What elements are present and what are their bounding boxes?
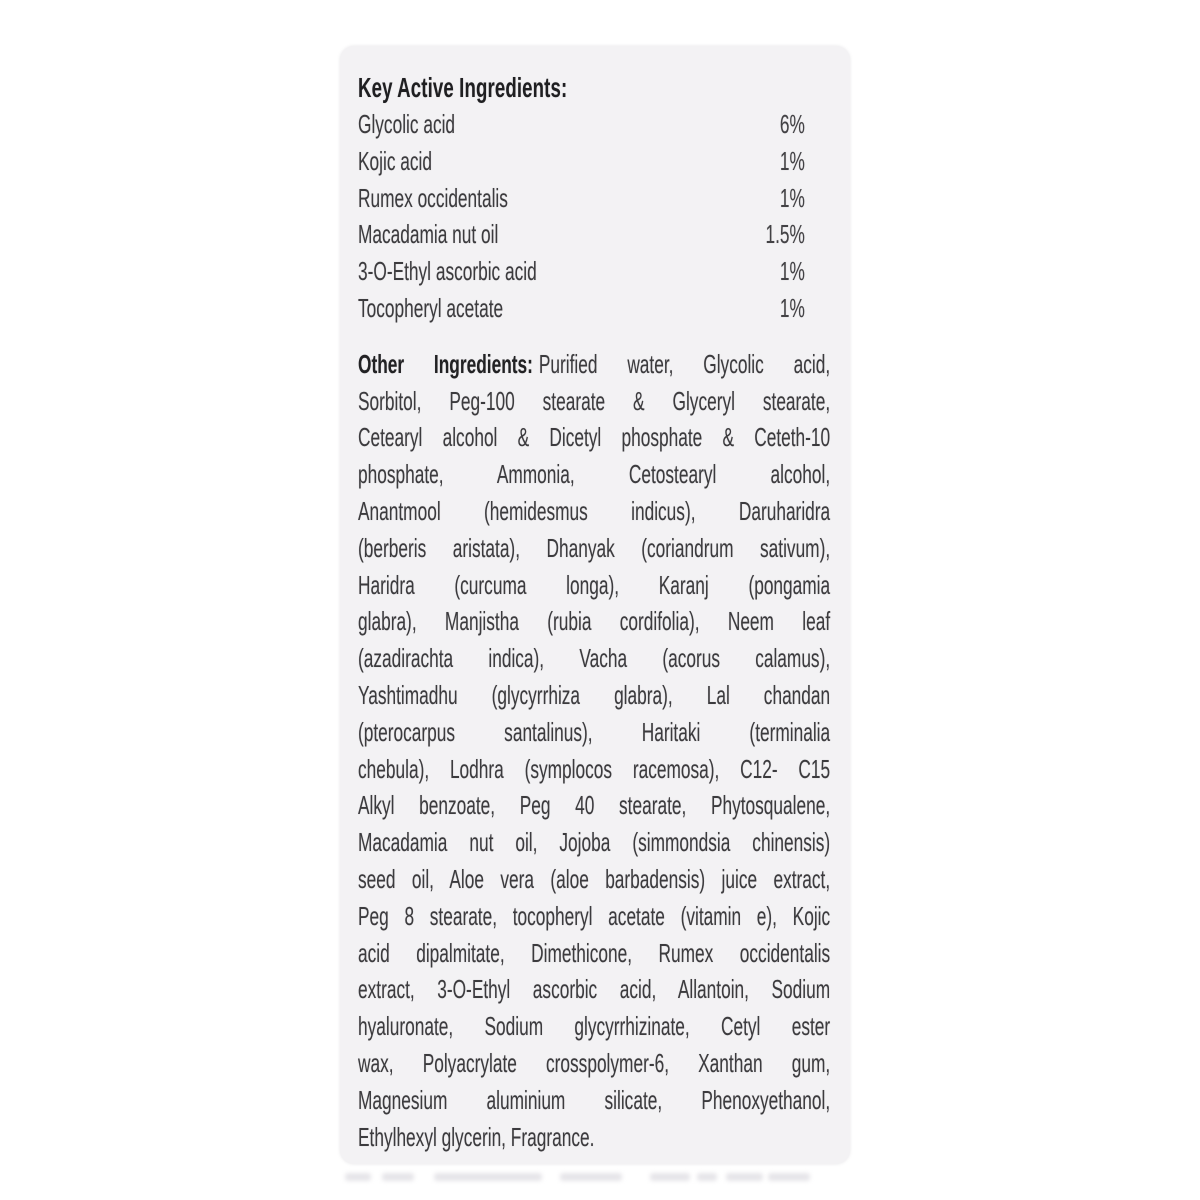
paragraph-line: acid dipalmitate, Dimethicone, Rumex occidentalis	[358, 937, 831, 968]
ingredient-percentage: 6%	[779, 109, 805, 139]
paragraph-line: Peg 8 stearate, tocopheryl acetate (vitamin e), Kojic	[358, 900, 831, 931]
paragraph-line: Magnesium aluminium silicate, Phenoxyethanol,	[358, 1084, 831, 1115]
cropped-text-artifact	[382, 1173, 414, 1181]
label-content	[358, 69, 830, 1155]
key-actives-table	[358, 106, 805, 327]
ingredient-name: Kojic acid	[358, 145, 433, 176]
key-actives-heading: Key Active Ingredients:	[358, 72, 568, 103]
paragraph-line	[358, 346, 830, 383]
other-ingredients-paragraph	[358, 346, 830, 1156]
paragraph-line-text: Purified water, Glycolic acid,	[538, 348, 831, 379]
ingredient-name: Rumex occidentalis	[358, 182, 508, 213]
cropped-text-artifact	[697, 1173, 717, 1181]
ingredients-label-card	[340, 46, 850, 1164]
ingredient-name: Macadamia nut oil	[358, 219, 499, 250]
ingredient-percentage: 1%	[779, 145, 805, 176]
ingredient-row	[358, 253, 805, 290]
ingredient-row	[358, 216, 805, 253]
paragraph-line: phosphate, Ammonia, Cetostearyl alcohol,	[358, 459, 831, 490]
paragraph-line: Yashtimadhu (glycyrrhiza glabra), Lal chandan	[358, 679, 831, 710]
paragraph-line: Anantmool (hemidesmus indicus), Daruharidra	[358, 495, 831, 526]
paragraph-line: Haridra (curcuma longa), Karanj (pongamia	[358, 569, 831, 600]
ingredient-row	[358, 290, 805, 327]
paragraph-lines	[358, 383, 830, 1156]
paragraph-line: Sorbitol, Peg-100 stearate & Glyceryl stearate,	[358, 385, 831, 416]
paragraph-line: Alkyl benzoate, Peg 40 stearate, Phytosqualene,	[358, 790, 831, 821]
ingredient-percentage: 1%	[779, 292, 805, 323]
paragraph-line: Macadamia nut oil, Jojoba (simmondsia chinensis)	[358, 827, 831, 858]
ingredient-name: 3-O-Ethyl ascorbic acid	[358, 256, 537, 287]
paragraph-line: hyaluronate, Sodium glycyrrhizinate, Cetyl ester	[358, 1011, 831, 1042]
ingredient-percentage: 1.5%	[765, 219, 805, 250]
paragraph-line: Cetearyl alcohol & Dicetyl phosphate & Ceteth-10	[358, 422, 831, 453]
ingredient-row	[358, 143, 805, 180]
paragraph-line: (azadirachta indica), Vacha (acorus calamus),	[358, 643, 831, 674]
paragraph-line: (berberis aristata), Dhanyak (coriandrum sativum),	[358, 532, 831, 563]
paragraph-line: wax, Polyacrylate crosspolymer-6, Xanthan gum,	[358, 1047, 831, 1078]
paragraph-line: extract, 3-O-Ethyl ascorbic acid, Allantoin, Sodium	[358, 974, 831, 1005]
ingredient-name: Glycolic acid	[358, 109, 456, 139]
cropped-text-artifact	[768, 1173, 810, 1181]
paragraph-line: glabra), Manjistha (rubia cordifolia), Neem leaf	[358, 606, 831, 637]
ingredient-percentage: 1%	[779, 256, 805, 287]
ingredient-row	[358, 106, 805, 143]
cropped-text-artifact	[434, 1173, 542, 1181]
paragraph-line: Ethylhexyl glycerin, Fragrance.	[358, 1121, 595, 1152]
cropped-text-artifact	[345, 1173, 371, 1181]
ingredient-row	[358, 180, 805, 217]
cropped-text-artifact	[650, 1173, 690, 1181]
paragraph-line: chebula), Lodhra (symplocos racemosa), C12- C15	[358, 753, 831, 784]
cropped-text-artifact	[560, 1173, 622, 1181]
paragraph-line: seed oil, Aloe vera (aloe barbadensis) juice extract,	[358, 863, 831, 894]
ingredient-percentage: 1%	[779, 182, 805, 213]
cropped-text-artifact	[726, 1173, 763, 1181]
ingredient-name: Tocopheryl acetate	[358, 292, 504, 323]
paragraph-line: (pterocarpus santalinus), Haritaki (terminalia	[358, 716, 831, 747]
other-ingredients-heading: Other Ingredients:	[358, 348, 533, 379]
